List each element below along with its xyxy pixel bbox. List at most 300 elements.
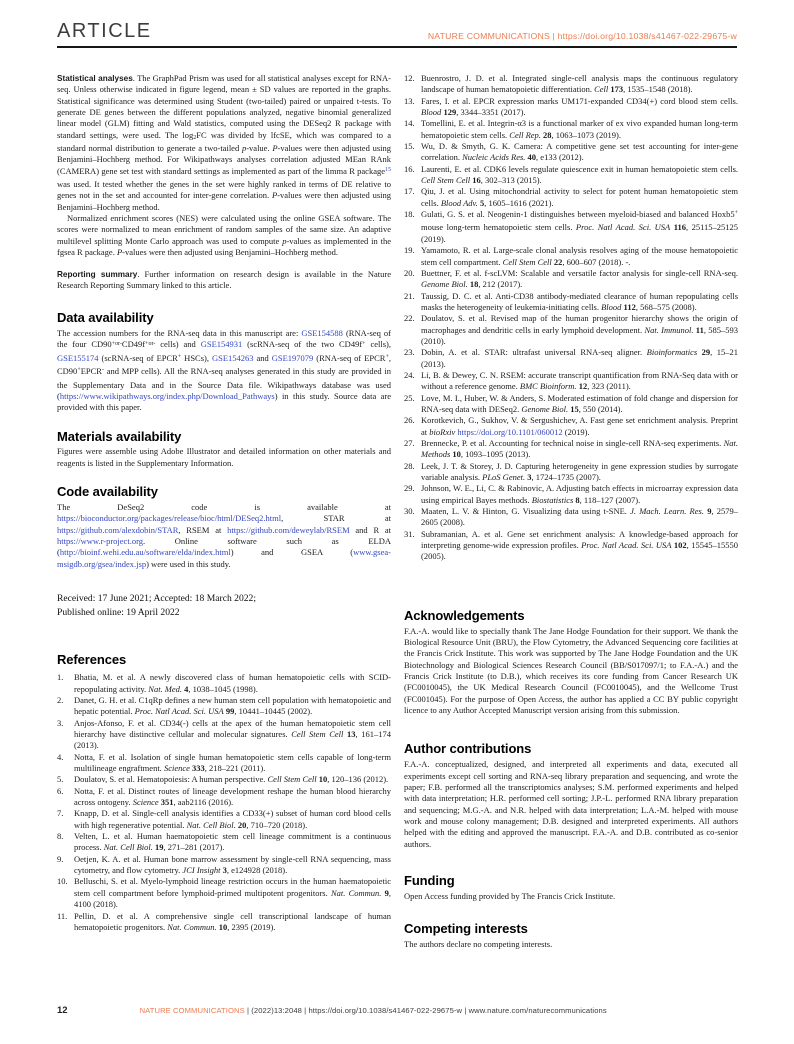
- reference-item: [404, 483, 738, 506]
- reference-number: 17.: [404, 186, 415, 197]
- reporting-summary-paragraph: [57, 269, 391, 292]
- reference-text: [74, 774, 391, 785]
- text-run: , 271–281 (2017).: [163, 842, 225, 853]
- reference-text: [421, 347, 738, 370]
- text-run: , 161–174 (2013).: [74, 729, 391, 751]
- reference-number: 21.: [404, 290, 415, 301]
- reference-number: 12.: [404, 73, 415, 83]
- text-run: Nat. Med.: [148, 683, 183, 694]
- text-run: Science: [163, 763, 190, 774]
- text-run: +: [77, 367, 81, 374]
- text-run: +: [734, 210, 738, 217]
- text-run: and: [253, 352, 272, 363]
- inline-link[interactable]: GSE197079: [271, 352, 314, 363]
- text-run: , 1063–1073 (2019).: [551, 129, 621, 140]
- text-run: Science: [132, 797, 159, 808]
- text-run: 9: [707, 506, 712, 517]
- text-run: Nat. Commun.: [330, 887, 382, 898]
- references-list-left: [57, 672, 391, 933]
- text-run: p: [241, 143, 247, 154]
- text-run: P: [271, 190, 278, 201]
- text-run: Blood: [421, 107, 442, 118]
- reference-number: 4.: [57, 751, 64, 762]
- footer-citation: [140, 1006, 607, 1015]
- text-run: Gulati, G. S. et al. Neogenin-1 distinguishes between myeloid-biased and balanced Hoxb5: [421, 209, 735, 220]
- text-run: ) and GSEA (: [230, 547, 354, 558]
- inline-link[interactable]: https://www.r-project.org: [57, 536, 143, 547]
- reference-number: 8.: [57, 831, 64, 842]
- text-run: , 10441–10445 (2002).: [234, 706, 313, 717]
- reference-text: [421, 268, 738, 291]
- reference-number: 31.: [404, 528, 415, 539]
- text-run: Normalized enrichment scores (NES) were calculated using the online GSEA software. The scores were normalized to mean enrichment of random samples of the same size. An adaptive multilevel splitting Monte Carlo approach was used to compute: [57, 213, 391, 246]
- text-run: Proc. Natl Acad. Sci. USA: [581, 540, 672, 551]
- text-run: 10: [452, 449, 461, 460]
- inline-link[interactable]: GSE154263: [211, 352, 254, 363]
- reference-item: [57, 695, 391, 718]
- text-run: , CD90: [57, 352, 391, 377]
- reference-number: 14.: [404, 118, 415, 129]
- text-run: , STAR at: [281, 513, 391, 524]
- reference-text: [421, 483, 738, 506]
- text-run: . Further information on research design is available in the Nature Research Reporting Summary linked to this article.: [57, 268, 391, 290]
- reference-text: [421, 209, 738, 245]
- text-run: Buenrostro, J. D. et al. Integrated single-cell analysis maps the continuous regulatory landscape of human hematopoietic differentiation.: [421, 73, 738, 95]
- inline-link[interactable]: https://github.com/alexdobin/STAR: [57, 524, 179, 535]
- reference-text: [421, 73, 738, 96]
- footer-citation-text[interactable]: | (2022)13:2048 | https://doi.org/10.1038/s41467-022-29675-w | www.nature.com/naturecommunications: [246, 1006, 607, 1015]
- text-run: -: [101, 367, 104, 374]
- text-run: JCI Insight: [182, 865, 221, 876]
- reference-number: 5.: [57, 774, 64, 785]
- statistical-analyses-paragraph: [57, 73, 391, 213]
- text-run: PLoS Genet.: [482, 472, 526, 483]
- reference-item: [404, 164, 738, 187]
- page-number: 12: [57, 1005, 68, 1016]
- text-run: +or-: [111, 340, 122, 347]
- reference-item: [404, 438, 738, 461]
- reference-item: [404, 73, 738, 96]
- text-run: ) in this study. Source data are provided with this paper.: [57, 390, 391, 413]
- inline-link[interactable]: http://bioinf.wehi.edu.au/software/elda/index.html: [59, 547, 231, 558]
- text-run: , 600–607 (2018). -.: [562, 256, 631, 267]
- reference-number: 13.: [404, 95, 415, 106]
- text-run: -values were then adjusted using Benjamini–Hochberg method.: [57, 190, 391, 212]
- article-dates: [57, 592, 391, 619]
- published-line: Published online: 19 April 2022: [57, 606, 180, 618]
- text-run: Pellin, D. et al. A comprehensive single cell transcriptional landscape of human hematopoietic progenitors.: [74, 910, 391, 932]
- reference-number: 2.: [57, 694, 64, 705]
- reference-text: [74, 752, 391, 775]
- text-run: Proc. Natl Acad. Sci. USA: [575, 222, 671, 233]
- text-run: Tomellini, E. et al. Integrin-α3 is a functional marker of ex vivo expanded human long-term hematopoietic stem cells.: [421, 118, 738, 140]
- reference-number: 29.: [404, 483, 415, 494]
- reference-item: [404, 268, 738, 291]
- reference-number: 11.: [57, 910, 68, 921]
- reference-text: [74, 672, 391, 695]
- reference-text: [74, 854, 391, 877]
- data-availability-paragraph: [57, 328, 391, 413]
- inline-link[interactable]: 15: [385, 166, 391, 173]
- text-run: -values as implemented in the fgsea R package.: [57, 235, 391, 258]
- references-heading: References: [57, 652, 127, 668]
- text-run: 10: [318, 774, 328, 785]
- author-contributions-paragraph: F.A.-A. conceptualized, designed, and interpreted all experiments and data, executed all experiments except cell sorting and RNA-seq library preparation and sequencing, and wrote the paper; F.B. performed all the transcriptomics analyses; S.M. performed experiments and helped with data interpretation; H.R. performed cell sorting; J.P.-L. performed RNA library preparation and sequencing; M.G.-A. and N.R. helped with data interpretation; L.A.-M. helped with mouse work and mouse colony management; D.B. designed and interpreted experiments. All authors helped with the editing and approved the manuscript. F.A.-A. and D.B. contributed as co-senior authors.: [404, 759, 738, 849]
- inline-link[interactable]: www.gsea-msigdb.org/gsea/index.jsp: [57, 547, 391, 569]
- text-run: ) were used in this study.: [146, 558, 231, 569]
- reference-item: [57, 752, 391, 775]
- text-run: 116: [673, 222, 686, 233]
- text-run: -values were then adjusted using Benjamini–Hochberg method. For Wikipathways analyses correlation adjusted MEan RAnk (CAMERA) gene set test with standard settings as implemented as part of the limma R package: [57, 143, 391, 176]
- text-run: Taussig, D. C. et al. Anti-CD38 antibody-mediated clearance of human repopulating cells masks the heterogeneity of leukemia-initiating cells.: [421, 290, 738, 312]
- reference-item: [404, 313, 738, 347]
- reference-number: 9.: [57, 853, 64, 864]
- text-run: (scRNA-seq of EPCR: [98, 352, 178, 363]
- reference-number: 19.: [404, 245, 415, 256]
- reference-text: [421, 164, 738, 187]
- reference-number: 24.: [404, 369, 415, 380]
- reference-item: [404, 506, 738, 529]
- reference-item: [57, 774, 391, 785]
- funding-heading: Funding: [404, 873, 455, 889]
- reference-text: [421, 415, 738, 438]
- text-run: +: [177, 354, 182, 361]
- text-run: and MPP cells). All the RNA-seq analyses generated in this study are provided in the Supplementary Data and in the Source Data file. Wikipathways database was used (: [57, 366, 391, 401]
- text-run: CD49f: [121, 339, 146, 350]
- inline-link[interactable]: GSE154588: [301, 328, 343, 339]
- text-run: bioRxiv: [429, 426, 456, 437]
- text-run: cells) and: [155, 339, 201, 350]
- text-run: Nucleic Acids Res.: [462, 152, 526, 163]
- text-run: Leek, J. T. & Storey, J. D. Capturing heterogeneity in gene expression studies by surrogate variable analysis.: [421, 460, 738, 483]
- text-run: Cell Rep.: [509, 129, 541, 140]
- text-run: 13: [347, 729, 356, 739]
- text-run: Statistical analyses: [57, 74, 133, 83]
- code-availability-heading: Code availability: [57, 484, 158, 500]
- text-run: Doulatov, S. et al. Hematopoiesis: A human perspective.: [74, 774, 268, 785]
- text-run: Blood: [601, 301, 622, 312]
- text-run: (scRNA-seq of the two CD49f: [242, 339, 363, 350]
- text-run: Doulatov, S. et al. Revised map of the human progenitor hierarchy shows the origin of macrophages and dendritic cells in early lymphoid development.: [421, 313, 738, 335]
- text-run: . The GraphPad Prism was used for all statistical analyses except for RNA-seq. Unless otherwise indicated in figure legend, mean ± SD values are reported in the graphs. Statistical significance was determined using Student (two-tailed) paired or unpaired t-tests. To generate DE genes between the different populations analyzed, negative binomial generalized linear model (GLM) fitting and Wald statistics, computed using the DESeq2 R package with standard settings, were used. The log: [57, 73, 391, 140]
- reference-item: [57, 786, 391, 809]
- reference-text: [421, 393, 738, 416]
- text-run: , 15–21 (2013).: [421, 347, 739, 369]
- reference-item: [57, 854, 391, 877]
- reference-item: [57, 672, 391, 695]
- text-run: Nat. Commun.: [167, 921, 217, 932]
- text-run: Fares, I. et al. EPCR expression marks UM171-expanded CD34(+) cord blood stem cells.: [421, 95, 738, 106]
- reference-text: [421, 96, 738, 119]
- text-run: Blood Adv.: [440, 197, 478, 208]
- reference-text: [421, 291, 738, 314]
- reference-text: [74, 911, 391, 934]
- competing-interests-heading: Competing interests: [404, 921, 528, 937]
- text-run: 11: [695, 324, 704, 335]
- text-run: FC was divided by lfcSE, which was compared to a standard normal distribution to generate a two-tailed: [57, 129, 391, 154]
- funding-paragraph: Open Access funding provided by The Francis Crick Institute.: [404, 891, 616, 902]
- text-run: , 550 (2014).: [578, 403, 623, 414]
- reference-number: 10.: [57, 876, 68, 887]
- text-run: Cell: [594, 84, 609, 95]
- text-run: , aab2116 (2016).: [173, 797, 234, 808]
- materials-availability-paragraph: [57, 446, 391, 469]
- text-run: 8: [575, 494, 580, 505]
- text-run: Proc. Natl Acad. Sci. USA: [134, 706, 224, 717]
- reference-item: [404, 209, 738, 245]
- text-run: Laurenti, E. et al. CDK6 levels regulate quiescence exit in human hematopoietic stem cells.: [421, 163, 738, 174]
- text-run: EPCR: [80, 366, 102, 377]
- inline-link[interactable]: GSE155174: [57, 352, 99, 363]
- text-run: Cell Stem Cell: [291, 729, 344, 739]
- text-run: 102: [673, 540, 687, 551]
- text-run: +: [385, 354, 389, 361]
- reference-item: [404, 393, 738, 416]
- journal-doi-link[interactable]: NATURE COMMUNICATIONS | https://doi.org/10.1038/s41467-022-29675-w: [427, 31, 737, 41]
- acknowledgements-paragraph: F.A.-A. would like to specially thank The Jane Hodge Foundation for their support. We thank the Biological Resource Unit (BRU), the Flow Cytometry, the Advanced Sequencing core facilities at the Francis Crick Institute. This work was supported by The Jane Hodge Foundation and the UK Biotechnology and Biological Sciences Research Council (BB/S017097/1; to F.A.-A.) and the Francis Crick Institute (to D.B.), which receives its core funding from Cancer Research UK (FC0010045), the UK Medical Research Council (FC0010045), and the Wellcome Trust (FC001045). For the purpose of Open Access, the author has applied a CC BY public copyright licence to any Author Accepted Manuscript version arising from this submission.: [404, 625, 738, 716]
- text-run: , 15545–15550 (2005).: [421, 540, 738, 562]
- reference-number: 6.: [57, 785, 64, 796]
- reference-number: 30.: [404, 506, 415, 517]
- text-run: Oetjen, K. A. et al. Human bone marrow assessment by single-cell RNA sequencing, mass cytometry, and flow cytometry.: [74, 853, 391, 876]
- reference-number: 23.: [404, 347, 415, 358]
- text-run: , 302–313 (2015).: [480, 175, 542, 186]
- reference-number: 26.: [404, 415, 415, 426]
- text-run: 112: [623, 301, 636, 312]
- nes-paragraph: [57, 213, 391, 258]
- reference-item: [57, 876, 391, 910]
- text-run: Nat. Cell Biol.: [186, 819, 236, 830]
- text-run: The DeSeq2 code is available at: [57, 502, 391, 513]
- reference-item: [404, 96, 738, 119]
- text-run: J. Mach. Learn. Res.: [630, 506, 704, 517]
- text-run: mouse long-term hematopoietic stem cells.: [421, 222, 576, 233]
- text-run: Notta, F. et al. Isolation of single human hematopoietic stem cells capable of long-term multilineage engraftment.: [74, 751, 391, 774]
- inline-link[interactable]: https://github.com/deweylab/RSEM: [227, 524, 350, 535]
- text-run: Wu, D. & Smyth, G. K. Camera: A competitive gene set test accounting for inter-gene correlation.: [421, 141, 738, 163]
- text-run: Cell Stem Cell: [421, 175, 471, 186]
- text-run: Cell Stem Cell: [267, 774, 317, 785]
- footer-journal-name: NATURE COMMUNICATIONS: [139, 1006, 245, 1015]
- competing-interests-paragraph: The authors declare no competing interests.: [404, 939, 553, 950]
- text-run: , 1093–1095 (2013).: [460, 449, 531, 460]
- text-run: cells),: [365, 339, 391, 350]
- text-run: Nat. Immunol.: [644, 324, 694, 335]
- text-run: 19: [155, 842, 164, 853]
- references-list-right: [404, 73, 738, 563]
- text-run: Anjos-Afonso, F. et al. CD34(-) cells at the apex of the human hematopoietic stem cell hierarchy have distinctive cellular and molecular signatures.: [74, 717, 391, 739]
- text-run: Bioinformatics: [646, 347, 698, 358]
- materials-availability-heading: Materials availability: [57, 428, 182, 444]
- page-header: [57, 0, 737, 48]
- text-run: Notta, F. et al. Distinct routes of lineage development reshape the human blood hierarchy across ontogeny.: [74, 785, 391, 808]
- text-run: 40: [527, 152, 537, 163]
- reference-text: [421, 141, 738, 164]
- reference-text: [421, 245, 738, 268]
- text-run: Cell Stem Cell: [502, 256, 552, 267]
- two-column-body: [57, 73, 737, 951]
- text-run: , 1535–1548 (2018).: [623, 84, 693, 95]
- text-run: Belluschi, S. et al. Myelo-lymphoid lineage restriction occurs in the human haematopoietic stem cell compartment before lymphoid-primed multipotent progenitors.: [74, 876, 391, 898]
- text-run: Buettner, F. et al. f-scLVM: Scalable and versatile factor analysis for single-cell RNA-seq.: [421, 267, 738, 278]
- text-run: Genome Biol.: [421, 279, 468, 290]
- right-column: [404, 73, 738, 951]
- text-run: P: [116, 247, 123, 258]
- text-run: , 323 (2011).: [587, 381, 631, 392]
- text-run: Li, B. & Dewey, C. N. RSEM: accurate transcript quantification from RNA-Seq data with or without a reference genome.: [421, 369, 738, 392]
- reference-number: 25.: [404, 392, 415, 403]
- reference-number: 16.: [404, 163, 415, 174]
- text-run: Biostatistics: [531, 494, 574, 505]
- text-run: , 710–720 (2018).: [246, 819, 308, 830]
- reference-item: [404, 347, 738, 370]
- text-run: P: [272, 143, 278, 154]
- article-type-label: ARTICLE: [57, 20, 152, 42]
- text-run: 173: [610, 84, 624, 95]
- text-run: , 2395 (2019).: [227, 921, 276, 932]
- text-run: 9: [384, 887, 389, 898]
- text-run: , 4100 (2018).: [74, 887, 392, 910]
- left-column: [57, 73, 391, 951]
- text-run: BMC Bioinform.: [519, 381, 577, 392]
- reference-item: [57, 808, 391, 831]
- text-run: 3: [527, 472, 532, 483]
- reference-item: [57, 911, 391, 934]
- reference-text: [421, 438, 738, 461]
- text-run: 333: [192, 763, 205, 774]
- text-run: , 2579–2605 (2008).: [421, 506, 739, 528]
- text-run: HSCs),: [181, 352, 212, 363]
- reference-item: [404, 415, 738, 438]
- text-run: , e133 (2012).: [536, 152, 584, 163]
- reference-number: 20.: [404, 267, 415, 278]
- reference-number: 15.: [404, 141, 415, 152]
- text-run: Genome Biol.: [521, 403, 569, 414]
- reference-item: [404, 461, 738, 484]
- reference-text: [421, 461, 738, 484]
- text-run: 22: [553, 256, 563, 267]
- text-run: 16: [472, 175, 481, 186]
- inline-link[interactable]: https://www.wikipathways.org/index.php/Download_Pathways: [59, 390, 275, 401]
- text-run: 10: [218, 921, 228, 932]
- text-run: , 120–136 (2012).: [327, 774, 389, 785]
- reference-item: [57, 718, 391, 752]
- reference-text: [421, 529, 738, 563]
- text-run: Danet, G. H. et al. C1qRp defines a new human stem cell population with hematopoietic and hepatic potential.: [74, 694, 391, 717]
- text-run: , 568–575 (2008).: [635, 301, 697, 312]
- reference-item: [404, 118, 738, 141]
- text-run: p: [282, 235, 287, 246]
- reference-item: [404, 245, 738, 268]
- reference-text: [74, 831, 391, 854]
- text-run: Dobin, A. et al. STAR: ultrafast universal RNA-seq aligner.: [421, 347, 647, 358]
- inline-link[interactable]: https://doi.org/10.1101/060012: [457, 426, 563, 437]
- reference-text: [421, 118, 738, 141]
- text-run: Yamamoto, R. et al. Large-scale clonal analysis resolves aging of the mouse hematopoietic stem cell compartment.: [421, 245, 738, 267]
- text-run: . Online software such as ELDA (: [57, 536, 391, 558]
- text-run: , 212 (2017).: [478, 279, 523, 290]
- code-availability-paragraph: [57, 502, 391, 570]
- inline-link[interactable]: GSE154931: [200, 339, 243, 350]
- reference-item: [404, 186, 738, 209]
- reference-item: [404, 529, 738, 563]
- text-run: (2019).: [562, 426, 590, 437]
- reference-item: [404, 291, 738, 314]
- text-run: , 1605–1616 (2021).: [484, 197, 554, 208]
- reference-text: [421, 313, 738, 347]
- reference-text: [74, 808, 391, 831]
- reference-text: [421, 506, 738, 529]
- reference-item: [404, 370, 738, 393]
- text-run: Velten, L. et al. Human haematopoietic stem cell lineage commitment is a continuous process.: [74, 831, 391, 853]
- reference-text: [74, 786, 391, 809]
- reference-text: [421, 186, 738, 209]
- text-run: 2: [193, 135, 197, 142]
- text-run: +: [362, 340, 366, 347]
- reference-number: 27.: [404, 438, 415, 448]
- text-run: , 3344–3351 (2017).: [456, 107, 526, 118]
- text-run: , 218–221 (2011).: [204, 763, 266, 774]
- text-run: Qiu, J. et al. Using mitochondrial activity to select for potent human hematopoietic stem cells.: [421, 186, 738, 208]
- reference-number: 18.: [404, 209, 415, 220]
- received-accepted-line: Received: 17 June 2021; Accepted: 18 March 2022;: [57, 593, 257, 605]
- text-run: , 585–593 (2010).: [421, 324, 738, 346]
- text-run: Nat. Cell Biol.: [103, 842, 153, 853]
- text-run: Brennecke, P. et al. Accounting for technical noise in single-cell RNA-seq experiments.: [421, 438, 724, 448]
- inline-link[interactable]: https://bioconductor.org/packages/release/bioc/html/DESeq2.html: [57, 513, 282, 524]
- reference-number: 28.: [404, 460, 415, 471]
- text-run: , 1724–1735 (2007).: [531, 472, 601, 483]
- text-run: Subramanian, A. et al. Gene set enrichment analysis: A knowledge-based approach for interpreting genome-wide expression profiles.: [421, 528, 738, 551]
- text-run: (RNA-seq of the four CD90: [57, 328, 392, 350]
- reference-text: [74, 718, 391, 752]
- text-run: , RSEM at: [178, 524, 228, 535]
- text-run: Maaten, L. V. & Hinton, G. Visualizing data using t-SNE.: [421, 506, 631, 517]
- text-run: 28: [543, 129, 552, 140]
- reference-text: [74, 876, 391, 910]
- text-run: 15: [570, 403, 579, 414]
- reference-text: [74, 695, 391, 718]
- page-footer: [57, 1005, 737, 1016]
- text-run: Korotkevich, G., Sukhov, V. & Sergushichev, A. Fast gene set enrichment analysis. Preprint at: [421, 415, 738, 437]
- text-run: 20: [237, 819, 247, 830]
- text-run: 18: [469, 279, 479, 290]
- reference-text: [421, 370, 738, 393]
- reference-number: 7.: [57, 808, 64, 819]
- text-run: Love, M. I., Huber, W. & Anders, S. Moderated estimation of fold change and dispersion for RNA-seq data with DESeq2.: [421, 392, 738, 414]
- reference-number: 1.: [57, 672, 64, 683]
- text-run: Figures were assemble using Adobe Illustrator and detailed information on other materials and reagents is listed in the Supplementary Information.: [57, 446, 391, 468]
- reference-item: [404, 141, 738, 164]
- text-run: +or-: [145, 340, 156, 347]
- text-run: Johnson, W. E., Li, C. & Rabinovic, A. Adjusting batch effects in microarray expression data using empirical Bayes methods.: [421, 483, 738, 505]
- reference-number: 22.: [404, 313, 415, 324]
- text-run: , 25115–25125 (2019).: [421, 222, 738, 244]
- author-contributions-heading: Author contributions: [404, 741, 532, 757]
- text-run: The accession numbers for the RNA-seq data in this manuscript are:: [57, 328, 302, 339]
- acknowledgements-heading: Acknowledgements: [404, 607, 525, 623]
- reference-item: [57, 831, 391, 854]
- text-run: -value.: [246, 143, 273, 154]
- text-run: Knapp, D. et al. Single-cell analysis identifies a CD33(+) subset of human cord blood cells with high regenerative potential.: [74, 808, 391, 830]
- text-run: -values were then adjusted using Benjamini–Hochberg method.: [122, 247, 338, 258]
- text-run: was used. It tested whether the genes in the set were highly ranked in terms of DE relative to genes not in the set and accounted for inter-gene correlation.: [57, 179, 391, 201]
- data-availability-heading: Data availability: [57, 310, 154, 326]
- text-run: Bhatia, M. et al. A newly discovered class of human hematopoietic cells with SCID-repopulating activity.: [74, 672, 391, 694]
- text-run: and R at: [349, 524, 392, 535]
- text-run: 99: [225, 706, 235, 717]
- text-run: 5: [479, 197, 485, 208]
